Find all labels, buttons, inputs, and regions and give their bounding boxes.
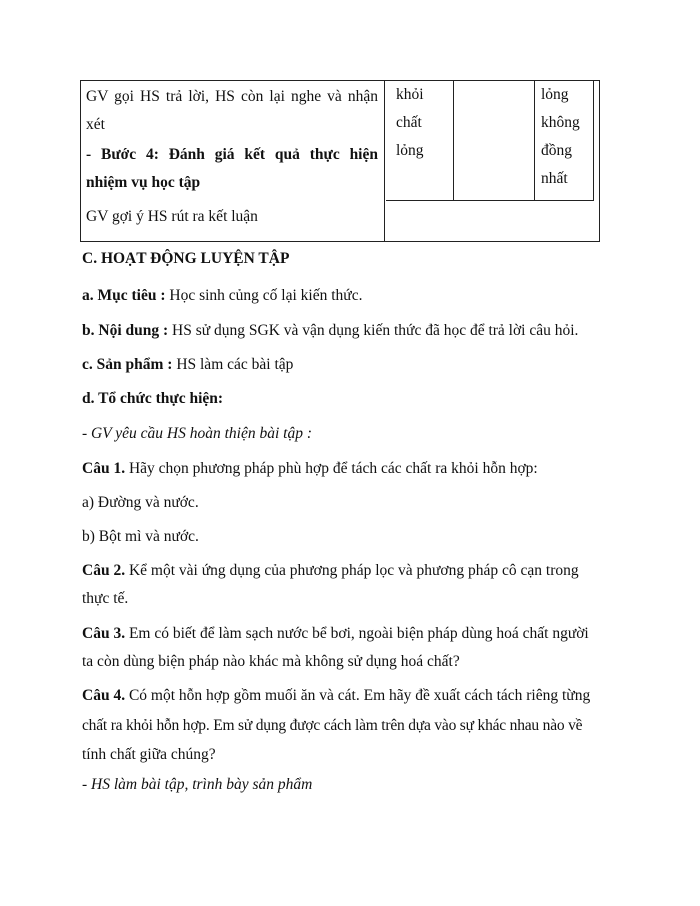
question-4-text: Có một hỗn hợp gồm muối ăn và cát. Em hãy đề xuất cách tách riêng từng xyxy=(125,687,591,704)
question-1-label: Câu 1. xyxy=(82,460,126,477)
nested-cell-text: chất xyxy=(396,114,422,131)
question-1 xyxy=(82,454,622,484)
nested-table xyxy=(386,81,594,201)
nested-col1-cell xyxy=(396,81,424,165)
product-line xyxy=(82,350,622,380)
question-4 xyxy=(82,681,622,711)
question-2-label: Câu 2. xyxy=(82,562,126,579)
organization-heading: d. Tổ chức thực hiện: xyxy=(82,390,224,407)
question-3-text: Em có biết để làm sạch nước bể bơi, ngoài biện pháp dùng hoá chất người xyxy=(125,625,589,642)
question-1-option-a: a) Đường và nước. xyxy=(82,494,199,511)
teacher-instruction-line1: GV gọi HS trả lời, HS còn lại nghe và nhận xyxy=(86,88,378,105)
nested-col3-cell xyxy=(541,81,580,193)
question-4-cont2: tính chất giữa chúng? xyxy=(82,746,216,763)
question-1-text: Hãy chọn phương pháp phù hợp để tách các chất ra khỏi hỗn hợp: xyxy=(125,460,538,477)
product-text: HS làm các bài tập xyxy=(172,356,294,373)
nested-cell-text: lỏng xyxy=(541,86,569,103)
table-left-cell xyxy=(86,83,378,231)
activity-table xyxy=(80,80,600,242)
content-line xyxy=(82,316,622,346)
question-2-text: Kể một vài ứng dụng của phương pháp lọc và phương pháp cô cạn trong xyxy=(125,562,579,579)
question-1-option-b: b) Bột mì và nước. xyxy=(82,528,199,545)
question-2 xyxy=(82,556,622,586)
objective-label: a. Mục tiêu : xyxy=(82,287,166,304)
nested-cell-text: nhất xyxy=(541,170,568,187)
question-3-label: Câu 3. xyxy=(82,625,126,642)
hs-work: - HS làm bài tập, trình bày sản phẩm xyxy=(82,776,313,793)
nested-column-divider xyxy=(534,81,535,200)
content-label: b. Nội dung : xyxy=(82,322,169,339)
question-2-cont: thực tế. xyxy=(82,590,129,607)
question-3 xyxy=(82,619,622,649)
gv-request: - GV yêu cầu HS hoàn thiện bài tập : xyxy=(82,425,313,442)
objective-text: Học sinh củng cố lại kiến thức. xyxy=(165,287,363,304)
step4-heading-line2: nhiệm vụ học tập xyxy=(86,174,201,191)
nested-cell-text: không xyxy=(541,114,580,131)
section-heading: C. HOẠT ĐỘNG LUYỆN TẬP xyxy=(82,250,290,267)
question-4-cont1: chất ra khỏi hỗn hợp. Em sử dụng được cách làm trên dựa vào sự khác nhau nào về xyxy=(82,717,583,734)
product-label: c. Sản phẩm : xyxy=(82,356,173,373)
table-column-divider xyxy=(384,81,385,241)
nested-column-divider xyxy=(453,81,454,200)
nested-cell-text: lỏng xyxy=(396,142,424,159)
question-4-label: Câu 4. xyxy=(82,687,126,704)
nested-cell-text: khỏi xyxy=(396,86,424,103)
teacher-hint: GV gợi ý HS rút ra kết luận xyxy=(86,208,258,225)
question-3-cont: ta còn dùng biện pháp nào khác mà không sử dụng hoá chất? xyxy=(82,653,460,670)
objective-line xyxy=(82,281,622,311)
step4-heading-line1: - Bước 4: Đánh giá kết quả thực hiện xyxy=(86,146,378,163)
content-text: HS sử dụng SGK và vận dụng kiến thức đã học để trả lời câu hỏi. xyxy=(168,322,579,339)
nested-cell-text: đồng xyxy=(541,142,572,159)
teacher-instruction-line2: xét xyxy=(86,116,105,133)
